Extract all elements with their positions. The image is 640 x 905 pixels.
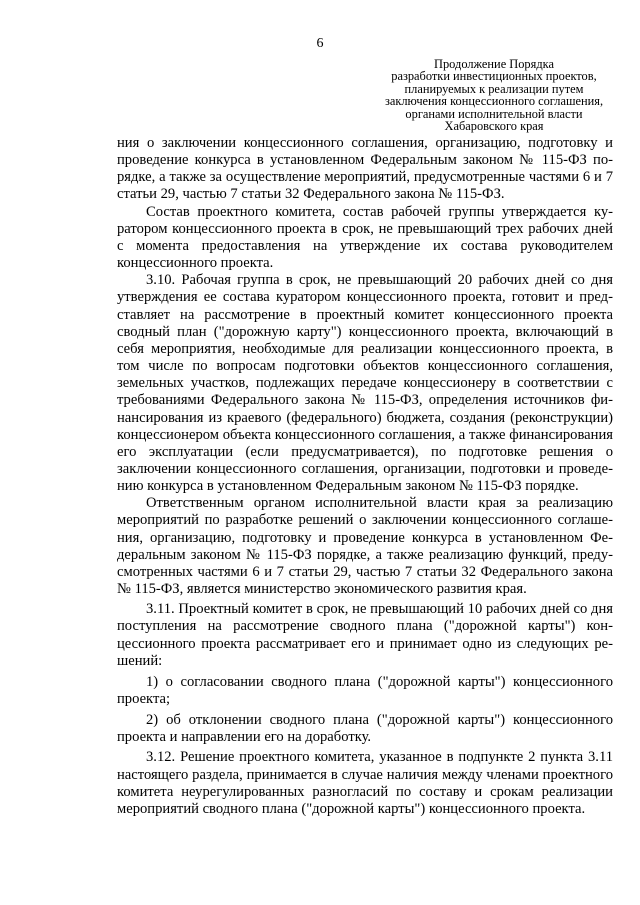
running-header-line: разработки инвестиционных проектов,: [391, 69, 597, 84]
running-header-line: планируемых к реализации путем: [404, 81, 584, 96]
paragraph-continuation: ния о заключении концессионного соглашения, организацию, подготовку и проведение конкурса в установленном Федеральным законом № 115-ФЗ порядке, а также за осуществление мероприятий, предусмотренные частями 6 и 7 статьи 29, частью 7 статьи 32 Федерального закона № 115-ФЗ.: [117, 135, 613, 203]
paragraph-3-12: 3.12. Решение проектного комитета, указанное в подпункте 2 пункта 3.11 настоящего раздела, принимается в случае наличия между членами проектного комитета неурегулированных разногласий по составу и срокам реализации мероприятий сводного плана ("дорожной карты") концессионного проекта.: [117, 749, 613, 817]
running-header-line: Хабаровского края: [444, 119, 544, 134]
list-item-approval: 1) о согласовании сводного плана ("дорожной карты") концессионного проекта;: [117, 673, 613, 707]
paragraph-committee-composition: Состав проектного комитета, состав рабочей группы утверждается куратором концессионного проекта в срок, не превышающий трех рабочих дней с момента предоставления на утверждение их состава руководителем концессионного проекта.: [117, 203, 613, 272]
list-item-rejection: 2) об отклонении сводного плана ("дорожной карты") концессионного проекта и направлении его на доработку.: [117, 712, 613, 746]
running-header-line: органами исполнительной власти: [405, 106, 583, 121]
running-header: [360, 58, 628, 132]
paragraph-3-11: 3.11. Проектный комитет в срок, не превышающий 10 рабочих дней со дня поступления на рассмотрение сводного плана ("дорожной карты") концессионного проекта рассматривает его и принимает одно из следующих решений:: [117, 601, 613, 669]
page-number: 6: [316, 36, 324, 51]
paragraph-3-10: 3.10. Рабочая группа в срок, не превышающий 20 рабочих дней со дня утверждения ее состава куратором концессионного проекта, готовит и представляет на рассмотрение в проектный комитет концессионного проекта сводный план ("дорожную карту") концессионного проекта, включающий в себя мероприятия, необходимые для реализации концессионного проекта, в том числе по вопросам подготовки объектов концессионного соглашения, земельных участков, подлежащих передаче концессионеру в соответствии с требованиями Федерального закона № 115-ФЗ, определения источников финансирования из краевого (федерального) бюджета, создания (реконструкции) концессионером объекта концессионного соглашения, а также финансирования его эксплуатации (если предусматривается), по подготовке решения о заключении концессионного соглашения, организации, подготовки и проведению конкурса в установленном Федеральным законом № 115-ФЗ порядке.: [117, 272, 613, 495]
running-header-line: заключения концессионного соглашения,: [384, 94, 604, 109]
document-body: [117, 135, 613, 818]
paragraph-responsible-body: Ответственным органом исполнительной власти края за реализацию мероприятий по разработке решений о заключении концессионного соглашения, организацию, подготовку и проведение конкурса в установленном Федеральным законом № 115-ФЗ порядке, а также реализацию функций, предусмотренных частями 6 и 7 статьи 29, частью 7 статьи 32 Федерального закона № 115-ФЗ, является министерство экономического развития края.: [117, 495, 613, 598]
running-header-line: Продолжение Порядка: [434, 57, 554, 71]
